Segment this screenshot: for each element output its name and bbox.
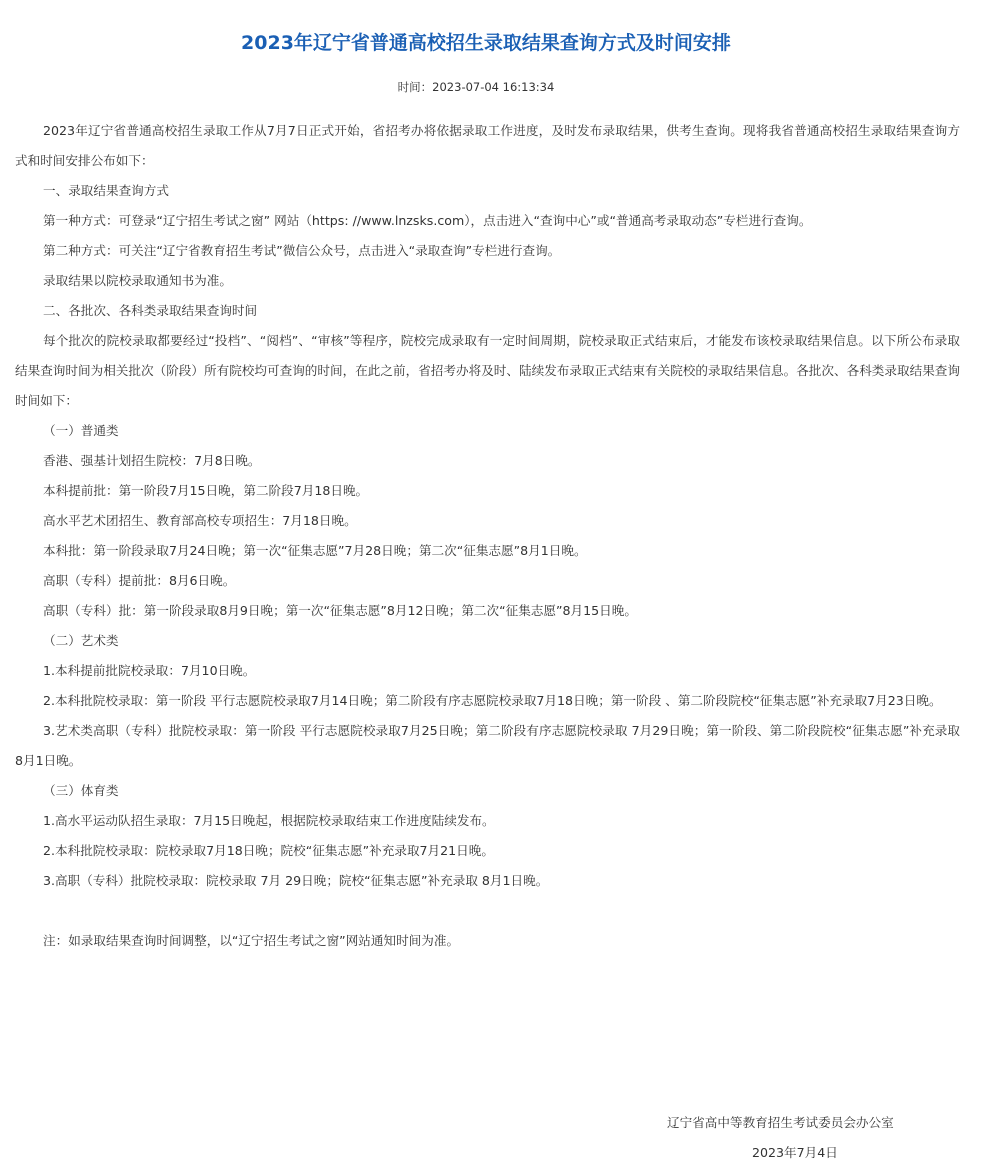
paragraph-note: 注：如录取结果查询时间调整，以“辽宁招生考试之窗”网站通知时间为准。 (43, 933, 460, 948)
signature-block (600, 1108, 980, 1168)
list-item: 3.高职（专科）批院校录取：院校录取 7月 29日晚；院校“征集志愿”补充录取 8月1日晚。 (43, 873, 549, 888)
signature-date: 2023年7月4日 (752, 1145, 838, 1160)
list-item: 3.艺术类高职（专科）批院校录取：第一阶段 平行志愿院校录取7月25日晚；第二阶段有序志愿院校录取 7月29日晚；第一阶段、第二阶段院校“征集志愿”补充录取 8月1日晚。 (15, 723, 960, 768)
paragraph-method-two: 第二种方式：可关注“辽宁省教育招生考试”微信公众号，点击进入“录取查询”专栏进行查询。 (43, 243, 561, 258)
article-title: 2023年辽宁省普通高校招生录取结果查询方式及时间安排 (241, 32, 731, 54)
paragraph-result-basis: 录取结果以院校录取通知书为准。 (43, 273, 232, 288)
subheading-general: （一）普通类 (43, 423, 119, 438)
article-body (15, 116, 960, 956)
publish-time: 时间：2023-07-04 16:13:34 (397, 80, 555, 94)
paragraph-intro: 2023年辽宁省普通高校招生录取工作从7月7日正式开始，省招考办将依据录取工作进度，及时发布录取结果，供考生查询。现将我省普通高校招生录取结果查询方式和时间安排公布如下： (15, 123, 960, 168)
list-item: 本科批：第一阶段录取7月24日晚；第一次“征集志愿”7月28日晚；第二次“征集志愿”8月1日晚。 (43, 543, 587, 558)
blank-line (15, 896, 960, 926)
list-item: 高职（专科）提前批：8月6日晚。 (43, 573, 236, 588)
list-item: 高职（专科）批：第一阶段录取8月9日晚；第一次“征集志愿”8月12日晚；第二次“征集志愿”8月15日晚。 (43, 603, 637, 618)
list-item: 1.本科提前批院校录取：7月10日晚。 (43, 663, 256, 678)
paragraph-process-note: 每个批次的院校录取都要经过“投档”、“阅档”、“审核”等程序，院校完成录取有一定时间周期，院校录取正式结束后，才能发布该校录取结果信息。以下所公布录取结果查询时间为相关批次（阶段）所有院校均可查询的时间，在此之前，省招考办将及时、陆续发布录取正式结束有关院校的录取结果信息。各批次、各科类录取结果查询时间如下： (15, 333, 960, 408)
list-item: 高水平艺术团招生、教育部高校专项招生：7月18日晚。 (43, 513, 357, 528)
list-item: 2.本科批院校录取：第一阶段 平行志愿院校录取7月14日晚；第二阶段有序志愿院校录取7月18日晚；第一阶段 、第二阶段院校“征集志愿”补充录取7月23日晚。 (43, 693, 942, 708)
list-item: 香港、强基计划招生院校：7月8日晚。 (43, 453, 261, 468)
section-heading-query-methods: 一、录取结果查询方式 (43, 183, 169, 198)
subheading-art: （二）艺术类 (43, 633, 119, 648)
signature-organization: 辽宁省高中等教育招生考试委员会办公室 (667, 1115, 894, 1130)
subheading-sports: （三）体育类 (43, 783, 119, 798)
paragraph-method-one: 第一种方式：可登录“辽宁招生考试之窗” 网站（https: //www.lnzsks.com），点击进入“查询中心”或“普通高考录取动态”专栏进行查询。 (43, 213, 812, 228)
section-heading-query-times: 二、各批次、各科类录取结果查询时间 (43, 303, 258, 318)
list-item: 2.本科批院校录取：院校录取7月18日晚；院校“征集志愿”补充录取7月21日晚。 (43, 843, 494, 858)
list-item: 1.高水平运动队招生录取：7月15日晚起，根据院校录取结束工作进度陆续发布。 (43, 813, 495, 828)
list-item: 本科提前批：第一阶段7月15日晚，第二阶段7月18日晚。 (43, 483, 369, 498)
